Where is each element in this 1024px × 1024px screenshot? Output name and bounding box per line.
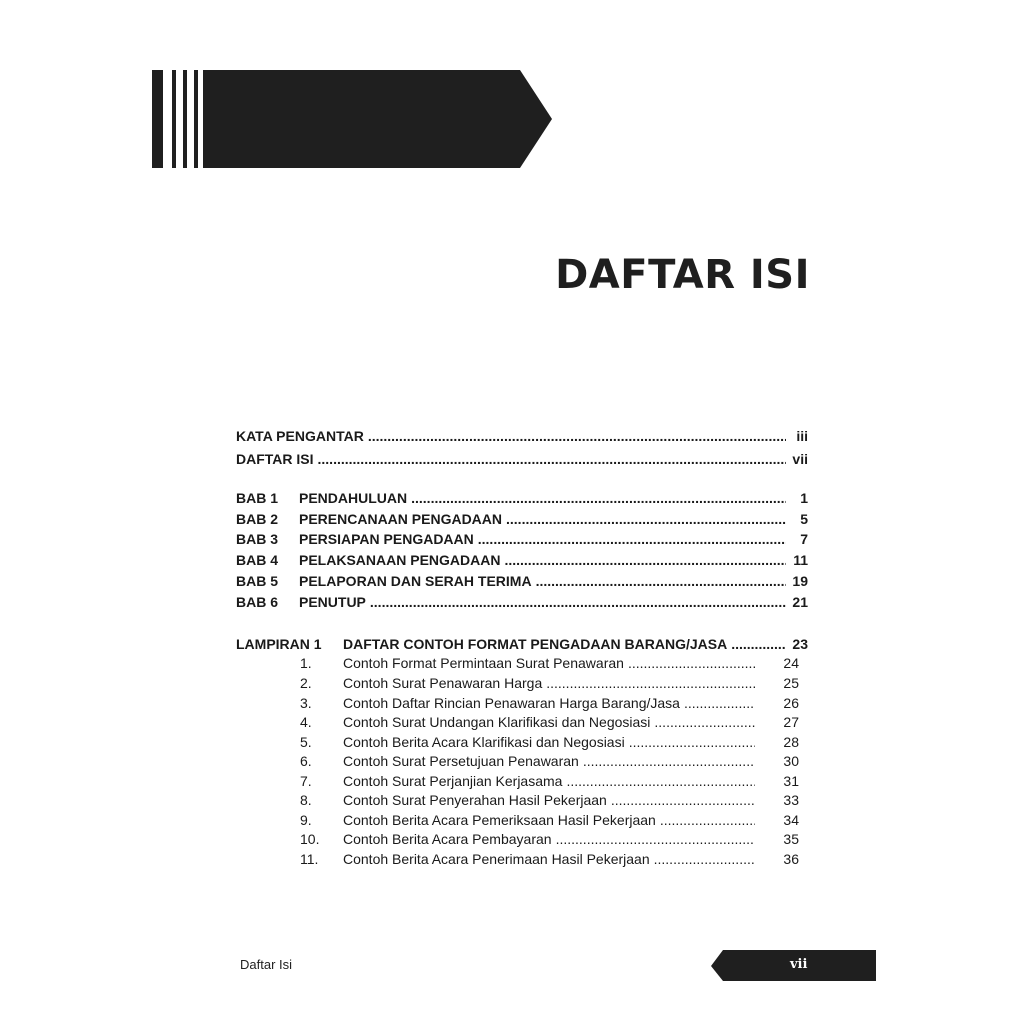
appendix-item[interactable] [300,751,799,771]
banner-arrow [203,70,552,168]
leader-dots [506,509,786,529]
leader-dots [654,712,755,732]
leader-dots [654,849,755,869]
appendix-item[interactable] [300,693,799,713]
chapter-page: 21 [792,594,808,610]
leader-dots [368,426,786,446]
item-page: 25 [783,675,799,691]
chapter-code: BAB 1 [236,490,279,506]
header-banner [152,70,554,170]
toc-chapter[interactable] [236,592,808,612]
appendix-item[interactable] [300,732,799,752]
toc-chapter[interactable] [236,550,808,570]
chapter-title: PERSIAPAN PENGADAAN [299,531,474,547]
chapter-title: PERENCANAAN PENGADAAN [299,511,503,527]
leader-dots [411,488,786,508]
leader-dots [566,771,755,791]
leader-dots [660,810,755,830]
item-page: 28 [783,734,799,750]
item-title: Contoh Berita Acara Penerimaan Hasil Pekerjaan [343,851,650,867]
item-page: 30 [783,753,799,769]
appendix-item[interactable] [300,790,799,810]
appendix-item[interactable] [300,810,799,830]
item-title: Contoh Surat Persetujuan Penawaran [343,753,579,769]
item-page: 26 [783,695,799,711]
item-number: 5. [300,734,312,750]
banner-stripe [183,70,187,168]
chapter-code: BAB 6 [236,594,279,610]
chapter-page: 5 [800,511,808,527]
banner-stripe [194,70,198,168]
toc-appendix[interactable] [236,634,808,654]
toc-chapter[interactable] [236,509,808,529]
item-title: Contoh Berita Acara Pemeriksaan Hasil Pekerjaan [343,812,656,828]
toc-chapter[interactable] [236,571,808,591]
chapter-page: 1 [800,490,808,506]
leader-dots [628,653,755,673]
item-title: Contoh Format Permintaan Surat Penawaran [343,655,624,671]
leader-dots [611,790,755,810]
chapter-page: 7 [800,531,808,547]
appendix-code: LAMPIRAN 1 [236,636,322,652]
toc-page: vii [792,451,808,467]
item-number: 11. [300,851,319,867]
leader-dots [629,732,755,752]
appendix-item[interactable] [300,849,799,869]
page-title: DAFTAR ISI [555,252,810,298]
appendix-title: DAFTAR CONTOH FORMAT PENGADAAN BARANG/JASA [343,636,728,652]
item-number: 4. [300,714,312,730]
item-number: 10. [300,831,320,847]
toc-entry[interactable] [236,426,808,446]
chapter-page: 11 [793,552,808,568]
item-page: 34 [783,812,799,828]
item-number: 3. [300,695,312,711]
chapter-code: BAB 2 [236,511,279,527]
item-number: 7. [300,773,312,789]
leader-dots [684,693,755,713]
leader-dots [370,592,786,612]
leader-dots [478,529,786,549]
item-title: Contoh Berita Acara Pembayaran [343,831,552,847]
toc-page: iii [796,428,808,444]
appendix-item[interactable] [300,771,799,791]
item-number: 1. [300,655,312,671]
chapter-title: PENUTUP [299,594,366,610]
item-title: Contoh Surat Penyerahan Hasil Pekerjaan [343,792,607,808]
chapter-page: 19 [792,573,808,589]
chapter-code: BAB 4 [236,552,279,568]
toc-chapter[interactable] [236,529,808,549]
item-number: 6. [300,753,312,769]
appendix-page: 23 [792,636,808,652]
footer-label: Daftar Isi [240,957,293,972]
appendix-item[interactable] [300,673,799,693]
leader-dots [583,751,755,771]
leader-dots [536,571,786,591]
toc-label: DAFTAR ISI [236,451,314,467]
leader-dots [318,449,786,469]
item-title: Contoh Surat Penawaran Harga [343,675,543,691]
leader-dots [731,634,786,654]
banner-stripe [172,70,176,168]
leader-dots [504,550,786,570]
toc-entry[interactable] [236,449,808,469]
appendix-item[interactable] [300,829,799,849]
item-page: 27 [783,714,799,730]
item-title: Contoh Berita Acara Klarifikasi dan Negosiasi [343,734,625,750]
item-page: 31 [783,773,799,789]
item-title: Contoh Surat Perjanjian Kerjasama [343,773,563,789]
footer-page-number: vii [790,957,808,972]
chapter-title: PELAPORAN DAN SERAH TERIMA [299,573,532,589]
item-number: 9. [300,812,312,828]
item-page: 33 [783,792,799,808]
chapter-code: BAB 5 [236,573,279,589]
item-page: 35 [783,831,799,847]
item-number: 8. [300,792,312,808]
toc-chapter[interactable] [236,488,808,508]
toc-label: KATA PENGANTAR [236,428,364,444]
item-title: Contoh Daftar Rincian Penawaran Harga Barang/Jasa [343,695,680,711]
leader-dots [546,673,755,693]
item-page: 36 [783,851,799,867]
appendix-item[interactable] [300,653,799,673]
appendix-item[interactable] [300,712,799,732]
banner-stripe [152,70,163,168]
leader-dots [556,829,755,849]
item-page: 24 [783,655,799,671]
chapter-code: BAB 3 [236,531,279,547]
chapter-title: PENDAHULUAN [299,490,408,506]
item-title: Contoh Surat Undangan Klarifikasi dan Negosiasi [343,714,651,730]
chapter-title: PELAKSANAAN PENGADAAN [299,552,501,568]
item-number: 2. [300,675,312,691]
